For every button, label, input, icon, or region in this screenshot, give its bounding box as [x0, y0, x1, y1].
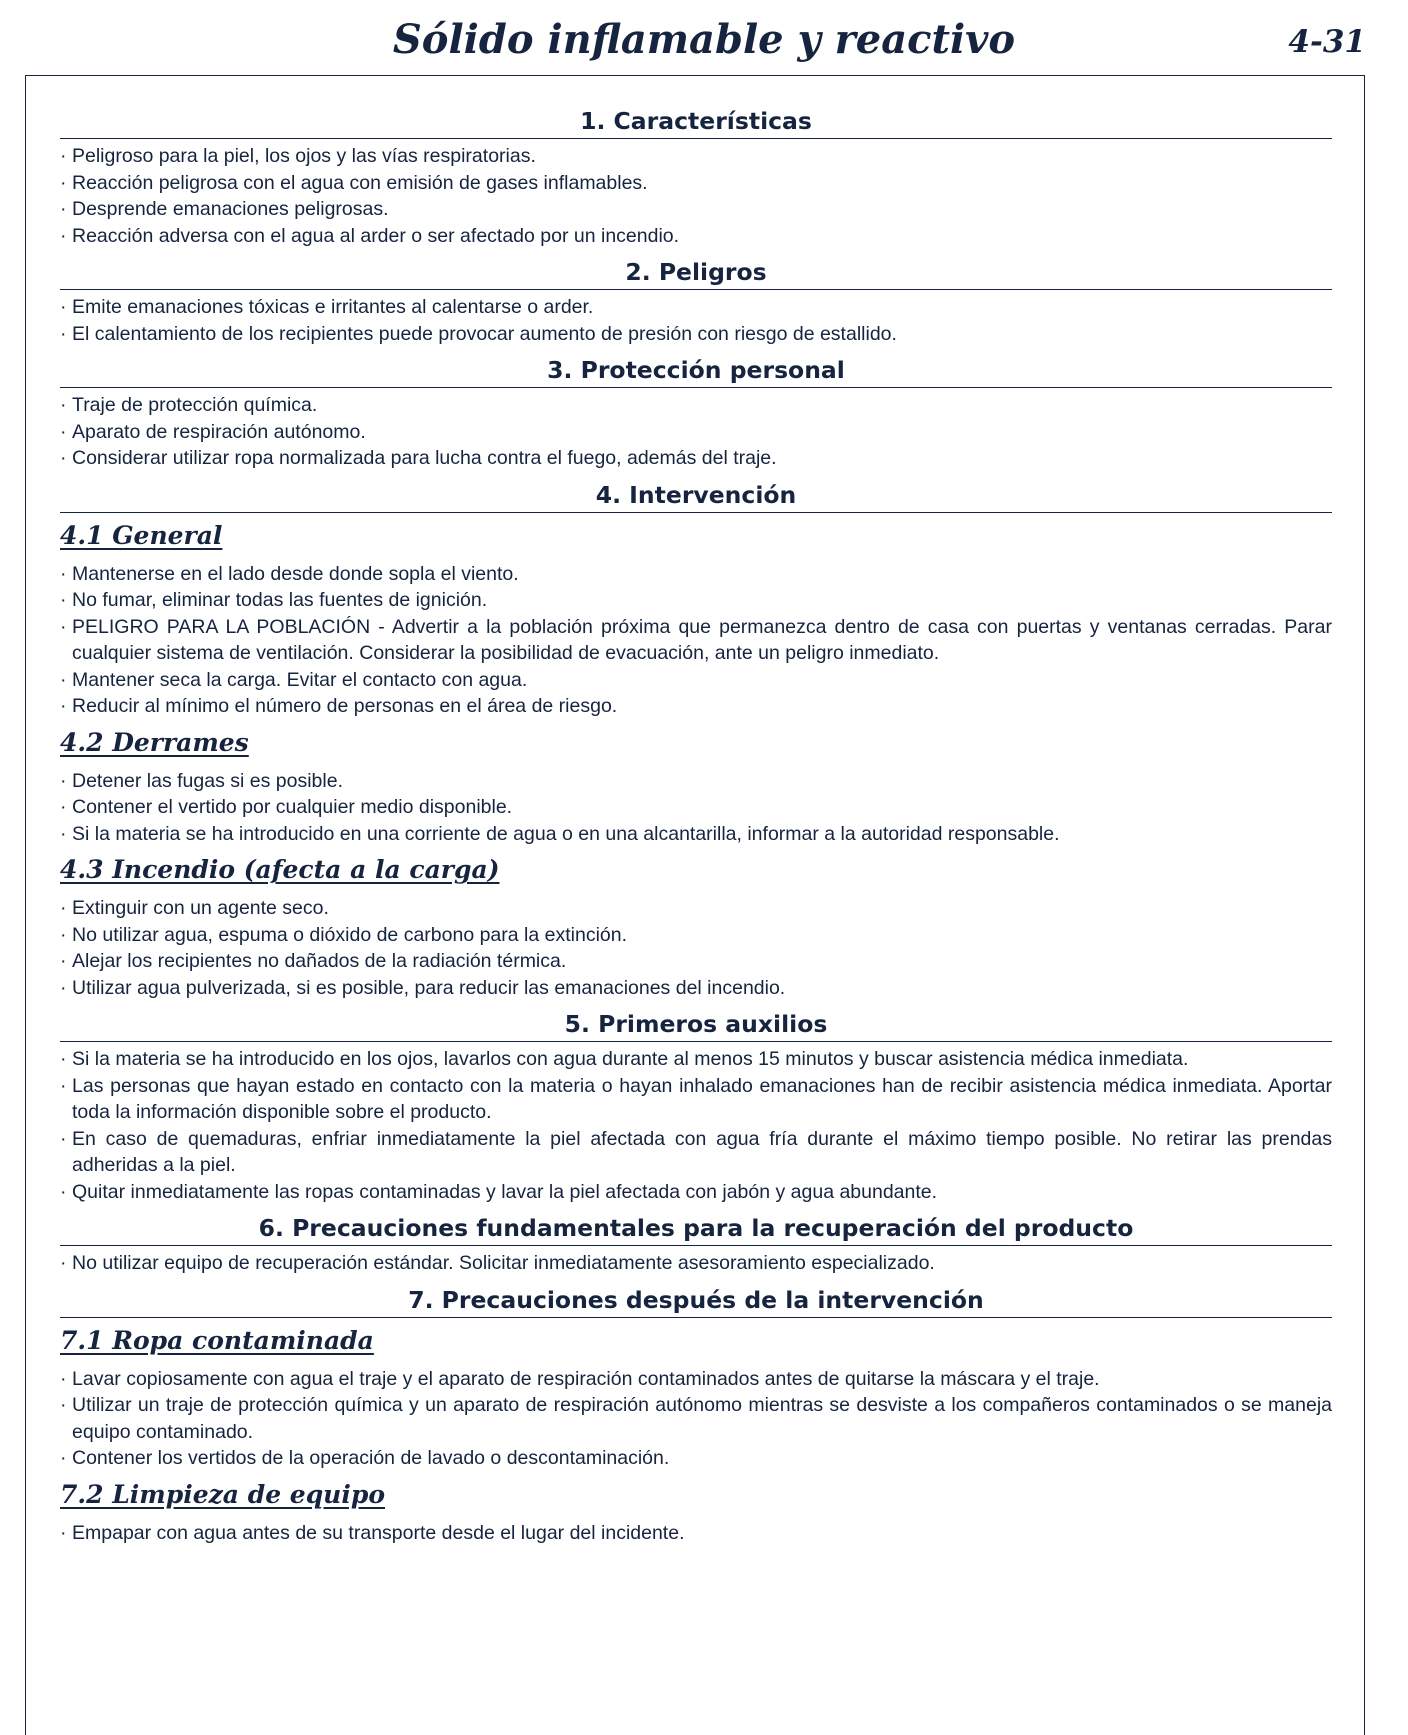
section-caracteristicas [60, 104, 1332, 249]
list-item: · Emite emanaciones tóxicas e irritantes al calentarse o arder. [60, 294, 1332, 321]
list-item: · Mantenerse en el lado desde donde sopla el viento. [60, 561, 1332, 588]
list-item: · Reacción adversa con el agua al arder o ser afectado por un incendio. [60, 223, 1332, 250]
subsection-title: 7.2 Limpieza de equipo [60, 1479, 386, 1509]
page-title: Sólido inflamable y reactivo [392, 16, 1016, 63]
section-title: 5. Primeros auxilios [60, 1007, 1332, 1042]
list-item: · Las personas que hayan estado en contacto con la materia o hayan inhalado emanaciones han de recibir asistencia médica inmediata. Aportar toda la información disponible sobre el producto. [60, 1073, 1332, 1126]
list-item: · Desprende emanaciones peligrosas. [60, 196, 1332, 223]
section-primeros-auxilios [60, 1007, 1332, 1205]
bullet-list [60, 768, 1332, 848]
list-item: · No utilizar equipo de recuperación estándar. Solicitar inmediatamente asesoramiento especializado. [60, 1250, 1332, 1277]
list-item: · Lavar copiosamente con agua el traje y el aparato de respiración contaminados antes de quitarse la máscara y el traje. [60, 1366, 1332, 1393]
list-item: · Reducir al mínimo el número de personas en el área de riesgo. [60, 693, 1332, 720]
subsection-title: 7.1 Ropa contaminada [60, 1325, 374, 1355]
bullet-list [60, 143, 1332, 249]
list-item: · Reacción peligrosa con el agua con emisión de gases inflamables. [60, 170, 1332, 197]
list-item: · Contener el vertido por cualquier medio disponible. [60, 794, 1332, 821]
page-number: 4-31 [1288, 24, 1366, 60]
section-title: 4. Intervención [60, 478, 1332, 513]
list-item: · Traje de protección química. [60, 392, 1332, 419]
list-item: · Si la materia se ha introducido en los ojos, lavarlos con agua durante al menos 15 minutos y buscar asistencia médica inmediata. [60, 1046, 1332, 1073]
section-intervencion [60, 478, 1332, 1002]
list-item: · No utilizar agua, espuma o dióxido de carbono para la extinción. [60, 922, 1332, 949]
list-item: · El calentamiento de los recipientes puede provocar aumento de presión con riesgo de estallido. [60, 321, 1332, 348]
list-item: · Si la materia se ha introducido en una corriente de agua o en una alcantarilla, informar a la autoridad responsable. [60, 821, 1332, 848]
list-item: · Alejar los recipientes no dañados de la radiación térmica. [60, 948, 1332, 975]
list-item: · En caso de quemaduras, enfriar inmediatamente la piel afectada con agua fría durante el máximo tiempo posible. No retirar las prendas adheridas a la piel. [60, 1126, 1332, 1179]
bullet-list [60, 1366, 1332, 1472]
list-item: · Mantener seca la carga. Evitar el contacto con agua. [60, 667, 1332, 694]
section-title: 3. Protección personal [60, 353, 1332, 388]
list-item: · Aparato de respiración autónomo. [60, 419, 1332, 446]
section-title: 6. Precauciones fundamentales para la recuperación del producto [60, 1211, 1332, 1246]
section-precauciones-recuperacion [60, 1211, 1332, 1277]
section-title: 2. Peligros [60, 255, 1332, 290]
bullet-list [60, 561, 1332, 720]
document-body [60, 104, 1332, 1552]
list-item: · Extinguir con un agente seco. [60, 895, 1332, 922]
section-peligros [60, 255, 1332, 347]
list-item: · No fumar, eliminar todas las fuentes de ignición. [60, 587, 1332, 614]
section-title: 1. Características [60, 104, 1332, 139]
list-item: · Utilizar agua pulverizada, si es posible, para reducir las emanaciones del incendio. [60, 975, 1332, 1002]
bullet-list [60, 392, 1332, 472]
section-precauciones-despues [60, 1283, 1332, 1547]
list-item: · Utilizar un traje de protección química y un aparato de respiración autónomo mientras se desviste a los compañeros contaminados o se maneja equipo contaminado. [60, 1392, 1332, 1445]
list-item: · Quitar inmediatamente las ropas contaminadas y lavar la piel afectada con jabón y agua abundante. [60, 1179, 1332, 1206]
subsection-title: 4.1 General [60, 520, 223, 550]
bullet-list [60, 294, 1332, 347]
list-item: · Detener las fugas si es posible. [60, 768, 1332, 795]
list-item: · Considerar utilizar ropa normalizada para lucha contra el fuego, además del traje. [60, 445, 1332, 472]
list-item: · PELIGRO PARA LA POBLACIÓN - Advertir a la población próxima que permanezca dentro de casa con puertas y ventanas cerradas. Parar cualquier sistema de ventilación. Considerar la posibilidad de evacuación, ante un peligro inmediato. [60, 614, 1332, 667]
section-title: 7. Precauciones después de la intervención [60, 1283, 1332, 1318]
bullet-list [60, 1250, 1332, 1277]
list-item: · Contener los vertidos de la operación de lavado o descontaminación. [60, 1445, 1332, 1472]
list-item: · Peligroso para la piel, los ojos y las vías respiratorias. [60, 143, 1332, 170]
section-proteccion-personal [60, 353, 1332, 472]
subsection-title: 4.2 Derrames [60, 727, 249, 757]
bullet-list [60, 1046, 1332, 1205]
bullet-list [60, 1520, 1332, 1547]
list-item: · Empapar con agua antes de su transporte desde el lugar del incidente. [60, 1520, 1332, 1547]
subsection-title: 4.3 Incendio (afecta a la carga) [60, 855, 500, 884]
bullet-list [60, 895, 1332, 1001]
